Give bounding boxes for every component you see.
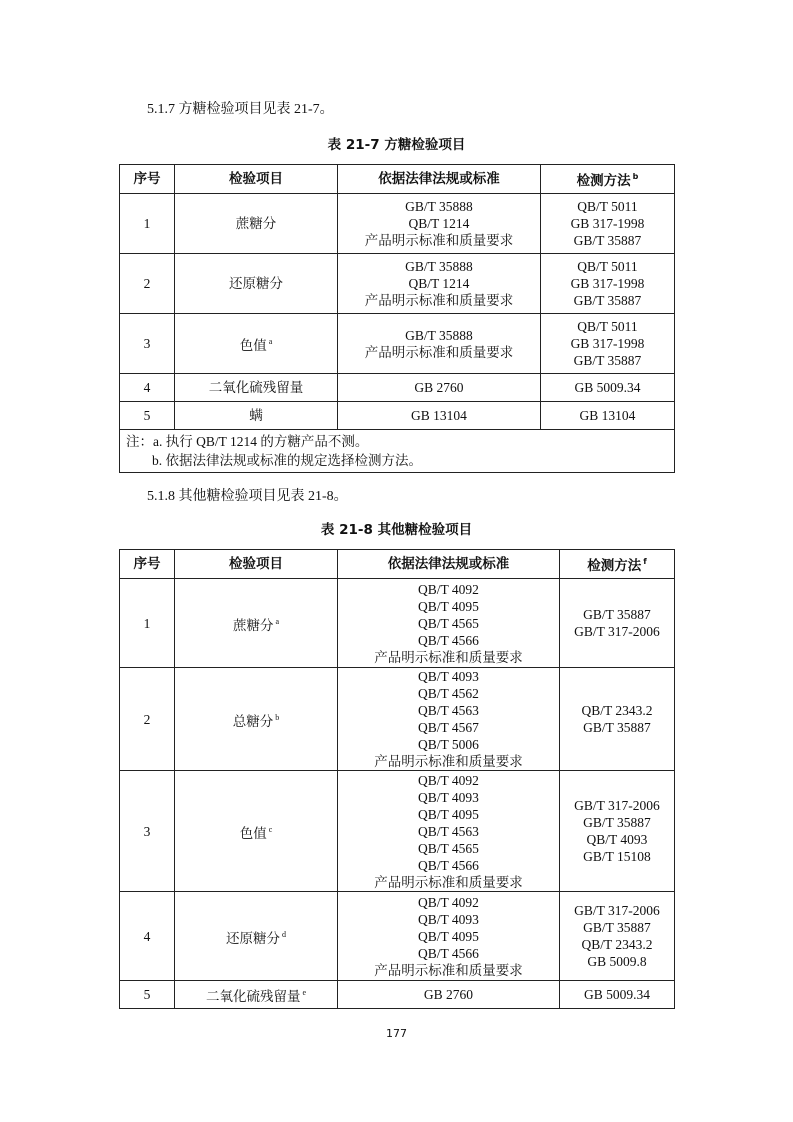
footnote-marker: e (302, 988, 307, 997)
cell-no: 3 (120, 771, 175, 892)
footnote-marker: a (275, 616, 280, 626)
standard-line: QB/T 4565 (418, 615, 479, 631)
cell-item (175, 579, 338, 668)
cell-no: 5 (120, 402, 175, 430)
cell-methods (560, 771, 675, 892)
method-line: QB/T 5011 (577, 319, 638, 334)
cell-item (175, 981, 338, 1009)
page-number: 177 (386, 1027, 407, 1040)
cell-standards (338, 314, 541, 374)
method-line: QB/T 4093 (586, 832, 648, 847)
section-5-1-8-text: 5.1.8 其他糖检验项目见表 21-8。 (147, 489, 348, 504)
cell-standards (338, 374, 541, 402)
footnote-marker: b (632, 172, 639, 181)
standard-line: QB/T 4565 (418, 840, 479, 856)
cell-item-label: 色值 (239, 338, 267, 353)
cell-item (175, 892, 338, 981)
cell-methods (560, 668, 675, 771)
standard-line: QB/T 4563 (418, 823, 479, 839)
table-row (120, 314, 675, 374)
col-header-no: 序号 (120, 165, 175, 194)
cell-no: 2 (120, 668, 175, 771)
table-row (120, 668, 675, 771)
table-21-8-caption: 表 21-8 其他糖检验项目 (320, 522, 473, 538)
method-line: GB 5009.34 (583, 987, 650, 1002)
standard-line: QB/T 4095 (418, 928, 479, 944)
footnote-marker: d (282, 929, 286, 939)
table-row (120, 194, 675, 254)
table-21-7 (119, 164, 675, 473)
cell-standards (338, 579, 560, 668)
col-header-method (560, 550, 675, 579)
method-line: GB/T 35887 (583, 815, 651, 830)
method-line: QB/T 5011 (577, 199, 638, 214)
method-line: QB/T 2343.2 (581, 937, 653, 952)
cell-no: 1 (120, 579, 175, 668)
standard-line: QB/T 4093 (418, 669, 479, 684)
standard-line: QB/T 4562 (418, 686, 479, 701)
standard-line: QB/T 4092 (418, 894, 479, 910)
method-line: GB 5009.8 (587, 954, 647, 969)
standard-line: QB/T 1214 (408, 216, 470, 231)
cell-methods (541, 314, 675, 374)
footnote-marker: c (268, 824, 273, 834)
standard-line: QB/T 5006 (418, 737, 479, 752)
col-header-standard: 依据法律法规或标准 (338, 550, 560, 579)
cell-methods (541, 254, 675, 314)
cell-item (175, 314, 338, 374)
note-line: b. 依据法律法规或标准的规定选择检测方法。 (152, 453, 422, 468)
standard-line: GB/T 35888 (405, 259, 473, 274)
cell-item-label: 二氧化硫残留量 (205, 989, 301, 1004)
standard-line: GB/T 35888 (405, 199, 473, 214)
cell-item-label: 总糖分 (232, 713, 274, 729)
cell-standards (338, 194, 541, 254)
cell-item (175, 254, 338, 314)
standard-line: 产品明示标准和质量要求 (374, 874, 523, 890)
table-header-row (120, 165, 675, 194)
standard-line: QB/T 4567 (418, 720, 479, 735)
standard-line: QB/T 4092 (418, 581, 479, 597)
standard-line: 产品明示标准和质量要求 (374, 754, 523, 769)
standard-line: 产品明示标准和质量要求 (374, 962, 523, 978)
cell-standards (338, 402, 541, 430)
cell-no: 5 (120, 981, 175, 1009)
footnote-marker: f (643, 557, 647, 566)
cell-no: 2 (120, 254, 175, 314)
standard-line: QB/T 4563 (418, 703, 479, 718)
col-header-method-label: 检测方法 (587, 558, 642, 574)
method-line: GB/T 35887 (573, 353, 642, 368)
method-line: QB/T 2343.2 (581, 703, 653, 718)
cell-item-label: 蔗糖分 (235, 216, 277, 231)
standard-line: GB 2760 (414, 380, 464, 395)
cell-methods (541, 194, 675, 254)
table-row (120, 892, 675, 981)
cell-methods (541, 402, 675, 430)
method-line: GB/T 35887 (583, 607, 651, 622)
table-row (120, 402, 675, 430)
cell-no: 1 (120, 194, 175, 254)
method-line: GB 317-1998 (570, 336, 645, 351)
standard-line: QB/T 4566 (418, 945, 479, 961)
method-line: GB/T 35887 (583, 920, 651, 935)
method-line: GB/T 317-2006 (574, 798, 660, 813)
cell-item (175, 771, 338, 892)
method-line: GB 317-1998 (570, 276, 645, 291)
table-notes (120, 430, 675, 473)
cell-item-label: 螨 (249, 408, 263, 423)
cell-methods (560, 579, 675, 668)
table-row (120, 374, 675, 402)
standard-line: 产品明示标准和质量要求 (364, 344, 514, 360)
method-line: GB 5009.34 (574, 380, 641, 395)
cell-methods (541, 374, 675, 402)
method-line: GB 317-1998 (570, 216, 645, 231)
footnote-marker: b (275, 712, 280, 722)
cell-standards (338, 771, 560, 892)
method-line: GB 13104 (579, 408, 636, 423)
standard-line: QB/T 4095 (418, 806, 479, 822)
standard-line: 产品明示标准和质量要求 (364, 233, 514, 248)
standard-line: 产品明示标准和质量要求 (364, 293, 514, 308)
standard-line: GB 13104 (411, 408, 467, 423)
cell-no: 4 (120, 374, 175, 402)
table-row (120, 981, 675, 1009)
standard-line: QB/T 4566 (418, 857, 479, 873)
standard-line: 产品明示标准和质量要求 (374, 649, 523, 665)
method-line: GB/T 317-2006 (574, 903, 660, 918)
col-header-method-label: 检测方法 (576, 173, 631, 189)
standard-line: QB/T 4095 (418, 598, 479, 614)
cell-standards (338, 254, 541, 314)
method-line: GB/T 35887 (573, 233, 642, 248)
standard-line: QB/T 4093 (418, 789, 479, 805)
cell-item (175, 668, 338, 771)
cell-standards (338, 981, 560, 1009)
cell-item (175, 194, 338, 254)
table-row (120, 254, 675, 314)
table-row (120, 771, 675, 892)
cell-item-label: 二氧化硫残留量 (208, 380, 304, 395)
standard-line: QB/T 4093 (418, 911, 479, 927)
col-header-standard: 依据法律法规或标准 (338, 165, 541, 194)
cell-methods (560, 892, 675, 981)
cell-standards (338, 892, 560, 981)
standard-line: GB 2760 (423, 987, 474, 1002)
section-5-1-7-text: 5.1.7 方糖检验项目见表 21-7。 (147, 102, 334, 117)
standard-line: QB/T 4092 (418, 772, 479, 788)
footnote-marker: a (268, 337, 273, 346)
cell-no: 4 (120, 892, 175, 981)
standard-line: GB/T 35888 (405, 327, 473, 343)
method-line: GB/T 35887 (583, 720, 651, 735)
cell-item-label: 蔗糖分 (232, 617, 274, 633)
standard-line: QB/T 1214 (408, 276, 470, 291)
cell-no: 3 (120, 314, 175, 374)
cell-item-label: 还原糖分 (226, 930, 280, 946)
standard-line: QB/T 4566 (418, 632, 479, 648)
table-notes-row (120, 430, 675, 473)
table-header-row (120, 550, 675, 579)
cell-standards (338, 668, 560, 771)
cell-item (175, 402, 338, 430)
cell-item (175, 374, 338, 402)
cell-item-label: 还原糖分 (229, 276, 283, 291)
col-header-method (541, 165, 675, 194)
col-header-item: 检验项目 (175, 550, 338, 579)
table-row (120, 579, 675, 668)
table-21-8 (119, 549, 675, 1009)
method-line: GB/T 35887 (573, 293, 642, 308)
col-header-item: 检验项目 (175, 165, 338, 194)
method-line: GB/T 317-2006 (574, 624, 660, 639)
table-21-7-caption: 表 21-7 方糖检验项目 (327, 137, 466, 153)
cell-methods (560, 981, 675, 1009)
method-line: QB/T 5011 (577, 259, 638, 274)
note-line: 注：a. 执行 QB/T 1214 的方糖产品不测。 (126, 434, 369, 449)
method-line: GB/T 15108 (583, 849, 651, 864)
cell-item-label: 色值 (239, 825, 267, 841)
col-header-no: 序号 (120, 550, 175, 579)
